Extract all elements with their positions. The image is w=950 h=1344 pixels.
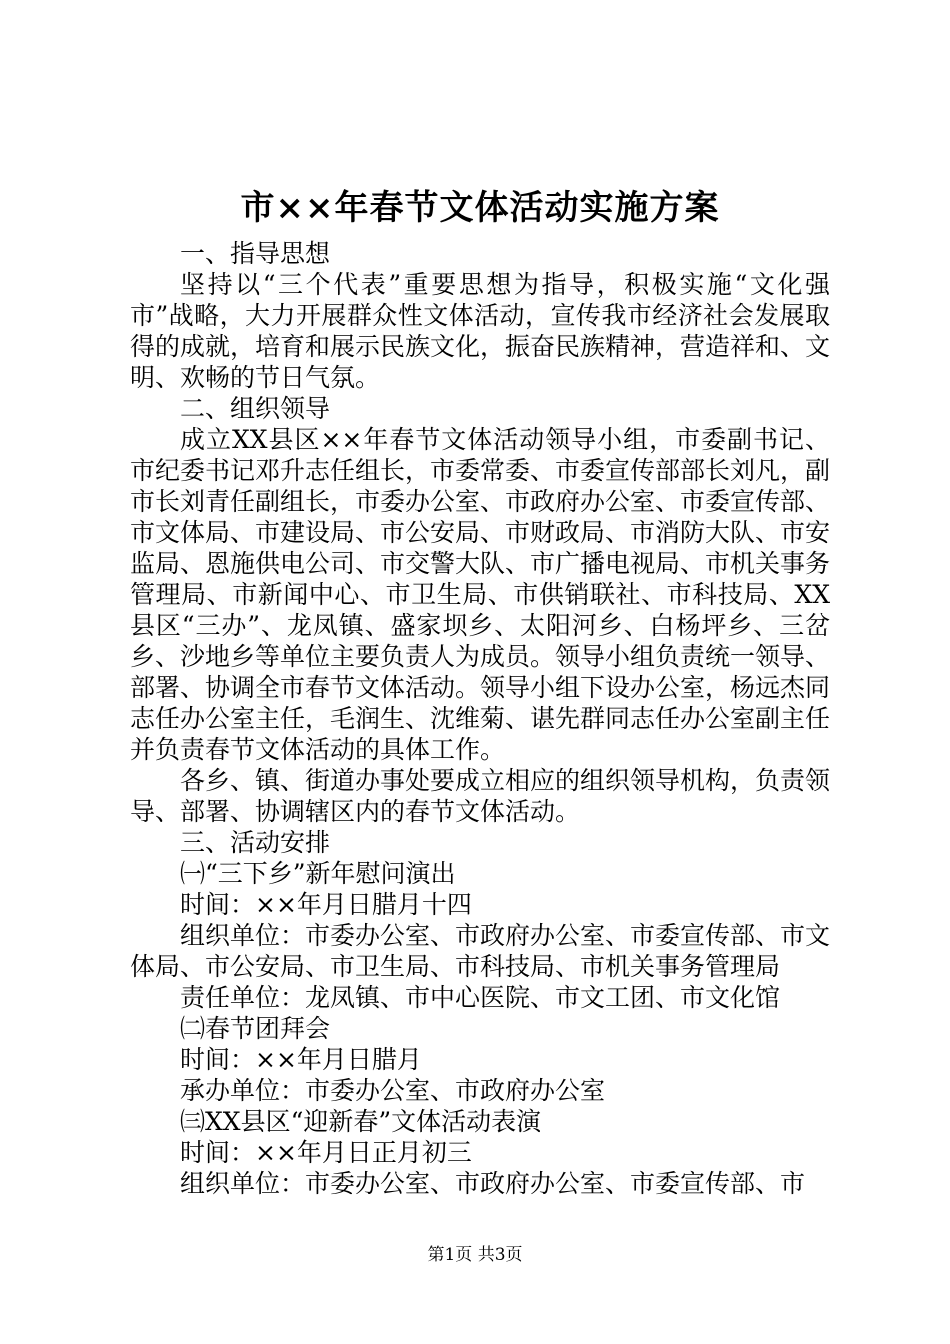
activity-1-organizers: 组织单位：市委办公室、市政府办公室、市委宣传部、市文体局、市公安局、市卫生局、市科技局、市机关事务管理局	[130, 921, 831, 981]
section-heading-activities: 三、活动安排	[180, 828, 331, 857]
section-heading-organization: 二、组织领导	[180, 394, 331, 423]
page-number-footer: 第1页 共3页	[427, 1245, 523, 1265]
activity-heading-3: ㈢XX县区“迎新春”文体活动表演	[180, 1107, 542, 1136]
paragraph-guiding-ideology: 坚持以“三个代表”重要思想为指导，积极实施“文化强市”战略，大力开展群众性文体活动，宣传我市经济社会发展取得的成就，培育和展示民族文化，振奋民族精神，营造祥和、文明、欢畅的节日气氛。	[130, 270, 831, 392]
document-body	[130, 238, 830, 1199]
section-heading-guiding-ideology: 一、指导思想	[180, 239, 331, 268]
activity-1-time: 时间：××年月日腊月十四	[180, 890, 472, 919]
activity-2-host: 承办单位：市委办公室、市政府办公室	[180, 1076, 606, 1105]
activity-3-organizers: 组织单位：市委办公室、市政府办公室、市委宣传部、市	[180, 1169, 806, 1198]
activity-heading-1: ㈠“三下乡”新年慰问演出	[180, 859, 456, 888]
activity-3-time: 时间：××年月日正月初三	[180, 1138, 472, 1167]
activity-heading-2: ㈡春节团拜会	[180, 1014, 331, 1043]
activity-2-time: 时间：××年月日腊月	[180, 1045, 422, 1074]
document-title: 市××年春节文体活动实施方案	[240, 188, 720, 228]
paragraph-local-organizations: 各乡、镇、街道办事处要成立相应的组织领导机构，负责领导、部署、协调辖区内的春节文体活动。	[130, 766, 831, 826]
document-page	[130, 180, 830, 1199]
activity-1-responsible: 责任单位：龙凤镇、市中心医院、市文工团、市文化馆	[180, 983, 781, 1012]
paragraph-leadership-group: 成立XX县区××年春节文体活动领导小组，市委副书记、市纪委书记邓升志任组长，市委常委、市委宣传部部长刘凡，副市长刘青任副组长，市委办公室、市政府办公室、市委宣传部、市文体局、市建设局、市公安局、市财政局、市消防大队、市安监局、恩施供电公司、市交警大队、市广播电视局、市机关事务管理局、市新闻中心、市卫生局、市供销联社、市科技局、XX县区“三办”、龙凤镇、盛家坝乡、太阳河乡、白杨坪乡、三岔乡、沙地乡等单位主要负责人为成员。领导小组负责统一领导、部署、协调全市春节文体活动。领导小组下设办公室，杨远杰同志任办公室主任，毛润生、沈维菊、谌先群同志任办公室副主任并负责春节文体活动的具体工作。	[130, 425, 831, 764]
